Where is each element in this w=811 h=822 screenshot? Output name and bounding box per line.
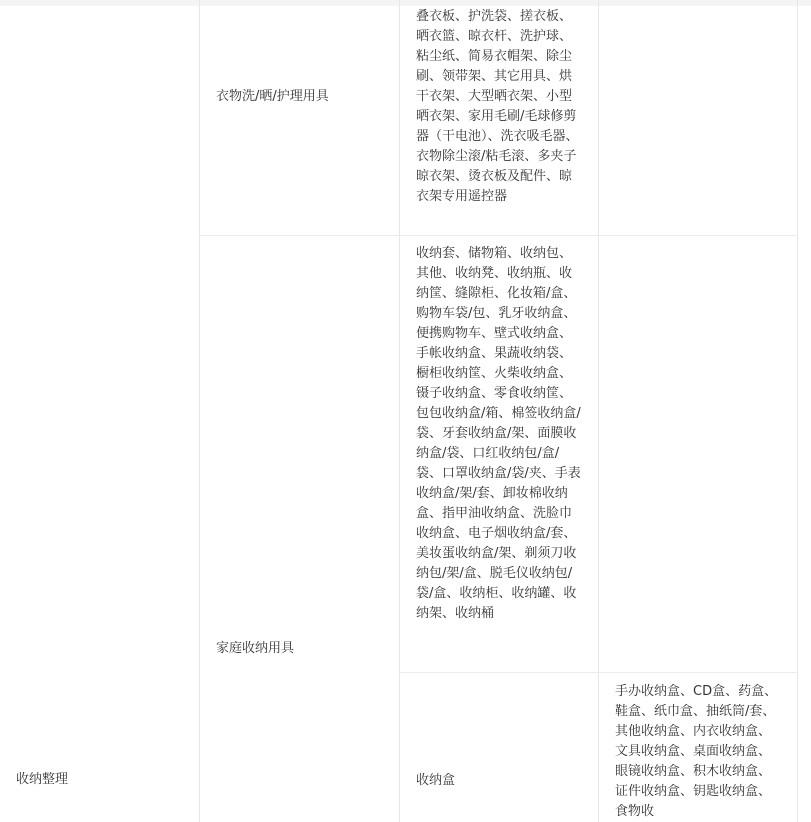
subcategory-laundry-care-tools: 衣物洗/晒/护理用具 [216,89,329,104]
storage-box-items-list: 手办收纳盒、CD盒、药盒、鞋盒、纸巾盒、抽纸筒/套、其他收纳盒、内衣收纳盒、文具收纳盒、桌面收纳盒、眼镜收纳盒、积木收纳盒、证件收纳盒、钥匙收纳盒、食物收 [615,684,778,819]
top-border [0,0,811,6]
column-divider [598,0,599,822]
column-divider [199,0,200,822]
row-divider [399,672,798,673]
laundry-items-list: 叠衣板、护洗袋、搓衣板、晒衣篮、晾衣杆、洗护球、粘尘纸、简易衣帽架、除尘刷、领带架、其它用具、烘干衣架、大型晒衣架、小型晒衣架、家用毛刷/毛球修剪器（干电池）、洗衣吸毛器、衣物除尘滚/粘毛滚、多夹子晾衣架、烫衣板及配件、晾衣架专用遥控器 [416,9,579,204]
category-storage-organization: 收纳整理 [16,772,69,787]
column-divider [399,0,400,822]
column-divider [797,0,798,822]
row-divider [199,235,798,236]
subcategory-storage-box: 收纳盒 [416,773,456,788]
subcategory-home-storage-tools: 家庭收纳用具 [216,641,295,656]
home-storage-items-list: 收纳套、储物箱、收纳包、其他、收纳凳、收纳瓶、收纳筐、缝隙柜、化妆箱/盒、购物车袋/包、乳牙收纳盒、便携购物车、壁式收纳盒、手帐收纳盒、果蔬收纳袋、橱柜收纳筐、火柴收纳盒、镊子收纳盒、零食收纳筐、包包收纳盒/箱、棉签收纳盒/袋、牙套收纳盒/架、面膜收纳盒/袋、口红收纳包/盒/袋、口罩收纳盒/袋/夹、手表收纳盒/架/套、卸妆棉收纳盒、指甲油收纳盒、洗脸巾收纳盒、电子烟收纳盒/套、美妆蛋收纳盒/架、剃须刀收纳包/架/盒、脱毛仪收纳包/袋/盒、收纳柜、收纳罐、收纳架、收纳桶 [416,246,581,621]
